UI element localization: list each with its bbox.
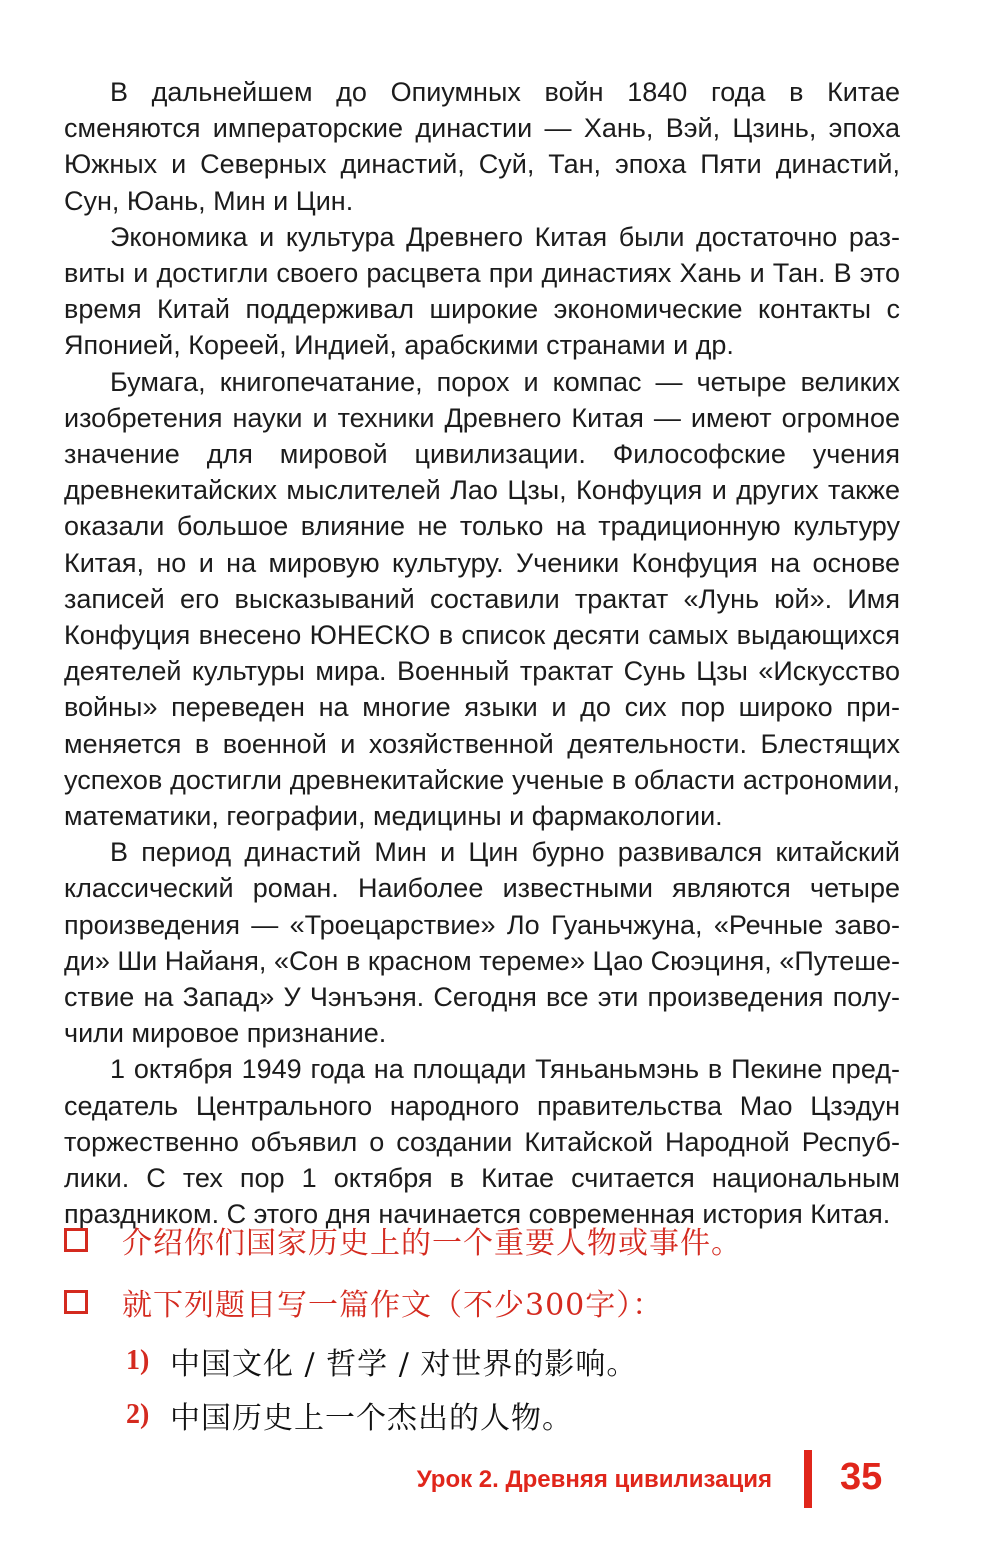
subtask-list — [126, 1336, 946, 1444]
subtask-item — [126, 1336, 946, 1386]
subtask-text: 中国文化 / 哲学 / 对世界的影响。 — [170, 1347, 638, 1382]
paragraph-4: В период династий Мин и Цин бурно развивался китайский классический роман. Наиболее известными являются четыре произведения — «Троецарствие» Ло Гуаньчжуна, «Речные заводи» Ши Найаня, «Сон в красном тереме» Цао Сюэциня, «Путешествие на Запад» У Чэнъэня. Сегодня все эти произведения получили мировое признание. — [64, 837, 900, 1049]
subtask-number: 1) — [126, 1345, 150, 1376]
subtask-number: 2) — [126, 1399, 150, 1430]
paragraph-1: В дальнейшем до Опиумных войн 1840 года в Китае сменяются императорские династии — Хань, Вэй, Цзинь, эпоха Южных и Северных династий, Суй, Тан, эпоха Пяти династий, Сун, Юань, Мин и Цин. — [64, 77, 900, 216]
task-item — [64, 1212, 944, 1268]
task-text: 介绍你们国家历史上的一个重要人物或事件。 — [122, 1226, 742, 1261]
paragraph-3: Бумага, книгопечатание, порох и компас — четыре великих изобретения науки и техники Древнего Китая — имеют огромное значение для мировой цивилизации. Философские учения древнекитайских мыслителей Лао Цзы, Конфуция и других также оказали большое влияние не только на традиционную культуру Китая, но и на мировую культуру. Ученики Конфуция на основе записей его высказываний составили трактат «Лунь юй». Имя Конфуция внесено ЮНЕСКО в список десяти самых выдающихся деятелей культуры мира. Военный трактат Сунь Цзы «Искусство войны» переведен на многие языки и до сих пор широко применяется в военной и хозяйственной деятельности. Блестящих успехов достигли древнекитайские ученые в области астрономии, математики, географии, медицины и фармакологии. — [64, 366, 900, 832]
page-footer — [380, 1450, 920, 1514]
subtask-text: 中国历史上一个杰出的人物。 — [170, 1401, 573, 1436]
paragraph-2: Экономика и культура Древнего Китая были достаточно развиты и достигли своего расцвета при династиях Хань и Тан. В это время Китай поддерживал широкие экономические контакты с Японией, Кореей, Индией, арабскими странами и др. — [64, 221, 900, 361]
main-text — [64, 74, 900, 1233]
checkbox-icon — [64, 1290, 88, 1314]
checkbox-icon — [64, 1228, 88, 1252]
page-number: 35 — [840, 1456, 883, 1498]
subtask-item — [126, 1390, 946, 1440]
paragraph-5: 1 октября 1949 года на площади Тяньаньмэнь в Пекине председатель Центрального народного правительства Мао Цзэдун торжественно объявил о создании Китайской Народной Республики. С тех пор 1 октября в Китае считается национальным праздником. С этого дня начинается современная история Китая. — [64, 1054, 900, 1230]
task-item — [64, 1274, 944, 1330]
task-list — [64, 1212, 944, 1336]
footer-divider — [804, 1450, 812, 1508]
task-text: 就下列题目写一篇作文（不少300字）： — [122, 1288, 664, 1323]
lesson-title: Урок 2. Древняя цивилизация — [416, 1466, 772, 1493]
